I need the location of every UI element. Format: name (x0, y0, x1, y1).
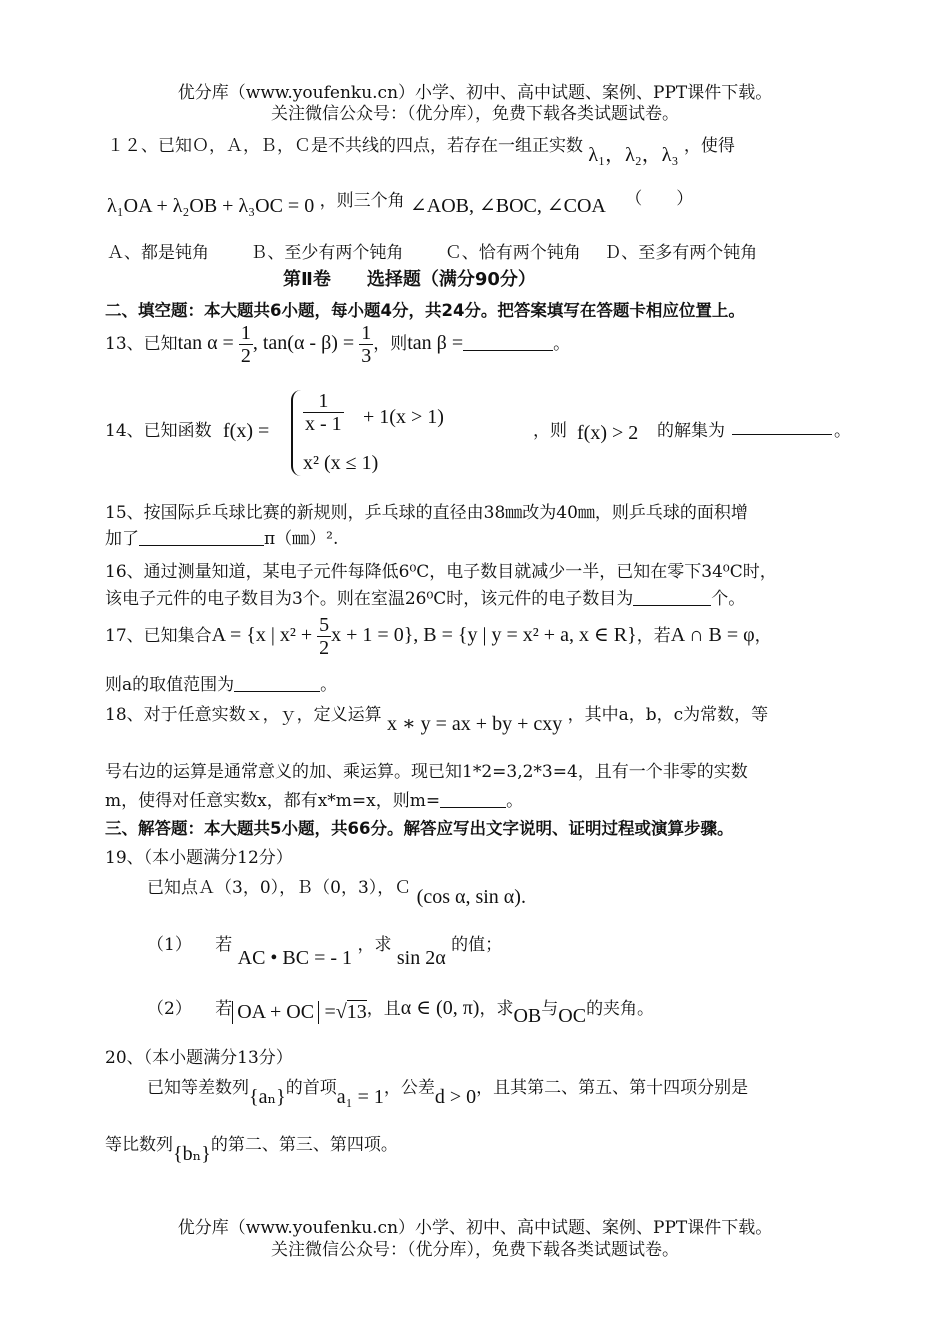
q13-end: 。 (553, 334, 571, 354)
q12-paren: （ ） (625, 189, 694, 209)
q19-p1-b: ，求 (357, 935, 392, 955)
q16-line-2a: 该电子元件的电子数目为3个。则在室温26⁰C时，该元件的电子数目为 (105, 589, 634, 609)
q20-seq-b: {bₙ} (173, 1143, 211, 1165)
q20-line-2b: 的第二、第三、第四项。 (210, 1135, 398, 1155)
q12-option-a: Ａ、都是钝角 (107, 243, 209, 263)
q19-p2-sqrt: 13 (346, 1001, 367, 1023)
q19-p1-eq: AC • BC = - 1 (237, 947, 353, 969)
q19-part-1 (147, 930, 503, 969)
q14-fx: f(x) = (223, 420, 270, 442)
q17-f-num: 5 (319, 614, 330, 636)
section-2-title: 第Ⅱ卷 选择题（满分90分） (283, 269, 536, 290)
q14-answer-blank (732, 418, 832, 435)
q16-answer-blank (633, 589, 711, 606)
q16-line-2b: 个。 (711, 589, 746, 609)
q19-p1-expr: sin 2α (396, 947, 446, 969)
q12-text-c: ，则三个角 (319, 191, 405, 211)
q15-line-2a: 加了 (105, 529, 139, 549)
q14-case2: x² (x ≤ 1) (303, 452, 379, 474)
q19-p2-abs: OA + OC (232, 1001, 319, 1024)
q19-part-2 (147, 994, 655, 1027)
q19-p1-num: （1） (147, 935, 192, 955)
q14-case1-den: x - 1 (305, 413, 342, 435)
q12-options (107, 238, 757, 263)
q20-seq-a: {aₙ} (249, 1086, 286, 1108)
q19-label: 19、（本小题满分12分） (105, 848, 293, 868)
q19-p1-c: 的值； (451, 935, 503, 955)
q19-p2-a: 若 (215, 999, 233, 1019)
q19-p2-ob: OB (513, 1005, 542, 1027)
q18-operation: x ∗ y = ax + by + cxy (387, 713, 563, 735)
q14-brace (291, 390, 303, 476)
q19-p1-a: 若 (215, 935, 233, 955)
q17-line-2b: 。 (320, 675, 338, 695)
q13-f1-den: 2 (240, 345, 251, 367)
q18-text-b: ，其中a，b，c为常数，等 (567, 705, 769, 725)
q20-line-1 (147, 1073, 749, 1108)
q14-end: 。 (834, 421, 851, 441)
q20-a1: a₁ = 1 (336, 1086, 384, 1108)
q13-tan: tan α = (177, 332, 239, 354)
q17-label: 17、已知集合 (105, 626, 212, 646)
q17-answer-blank (234, 675, 320, 692)
q13-fraction-1 (239, 322, 253, 367)
q20-text-b: 的首项 (285, 1078, 337, 1098)
q17-tail: ，若 (636, 626, 671, 646)
q16-line-1: 16、通过测量知道，某电子元件每降低6⁰C，电子数目就减少一半，已知在零下34⁰C时， (105, 562, 777, 582)
q19-p2-e: 的夹角。 (586, 999, 655, 1019)
q12-option-d: Ｄ、至多有两个钝角 (604, 243, 758, 263)
q13-answer-blank (463, 334, 553, 351)
q12-option-b: Ｂ、至少有两个钝角 (250, 243, 404, 263)
q12-equation: λ₁OA + λ₂OB + λ₃OC = 0 (107, 195, 315, 217)
q13-mid: , tan(α - β) = (252, 332, 360, 354)
q12-lambdas: λ₁，λ₂，λ₃ (588, 144, 679, 166)
q20-text-d: ，且其第二、第五、第十四项分别是 (476, 1078, 749, 1098)
q17-set-a2: x + 1 = 0}, B = {y | y = x² + a, x ∈ R} (331, 624, 637, 646)
q19-p2-num: （2） (147, 999, 192, 1019)
q17-set-a1: A = {x | x² + (211, 624, 318, 646)
q18-text-a: 18、对于任意实数ｘ，ｙ，定义运算 (105, 705, 382, 725)
header-line-1: 优分库（www.youfenku.cn）小学、初中、高中试题、案例、PPT课件下载。 (177, 83, 773, 103)
q14-ask: 的解集为 (657, 421, 725, 441)
q14-label: 14、已知函数 (105, 421, 212, 441)
q12-line-2 (107, 189, 694, 218)
q20-text-a: 已知等差数列 (147, 1078, 249, 1098)
q18-line-3a: m，使得对任意实数x，都有x*m=x，则m= (105, 791, 441, 811)
q19-p2-range: α ∈ (0, π) (400, 997, 480, 1019)
header-line-2: 关注微信公众号：（优分库），免费下载各类试题试卷。 (271, 104, 679, 124)
q20-label: 20、（本小题满分13分） (105, 1048, 293, 1068)
q19-p2-eq: = (324, 1001, 336, 1023)
q15-answer-blank (139, 529, 264, 546)
q17-f-den: 2 (319, 637, 330, 659)
q18-line-1 (105, 700, 769, 735)
q12-line-1 (107, 128, 735, 166)
q17-line-2a: 则a的取值范围为 (105, 675, 235, 695)
sqrt-icon: √ (335, 1001, 347, 1023)
q13-f2-den: 3 (361, 345, 372, 367)
q12-angles: ∠AOB, ∠BOC, ∠COA (410, 195, 606, 217)
q16-line-2 (105, 584, 745, 609)
q14-case1-num: 1 (303, 390, 344, 413)
q13-f2-num: 1 (361, 322, 372, 344)
q17-fraction (317, 614, 331, 659)
q18-answer-blank (440, 791, 506, 808)
q19-p2-d: 与 (541, 999, 559, 1019)
q15-line-2 (105, 524, 338, 549)
q20-d: d > 0 (434, 1086, 477, 1108)
q18-line-3 (105, 786, 523, 811)
q20-line-2a: 等比数列 (105, 1135, 173, 1155)
footer-line-1: 优分库（www.youfenku.cn）小学、初中、高中试题、案例、PPT课件下载。 (177, 1218, 773, 1238)
q19-point-c: (cos α, sin α). (416, 886, 526, 908)
q17-tail2: ， (754, 626, 772, 646)
q13-fraction-2 (359, 322, 373, 367)
q19-given (147, 873, 526, 908)
q13-f1-num: 1 (240, 322, 251, 344)
q14-case1-tail: + 1(x > 1) (363, 406, 444, 428)
section-3-instructions: 三、解答题：本大题共5小题，共66分。解答应写出文字说明、证明过程或演算步骤。 (105, 819, 734, 838)
q14-case1-fraction (303, 390, 344, 435)
q13-tail: ，则 (373, 334, 408, 354)
footer-line-2: 关注微信公众号：（优分库），免费下载各类试题试卷。 (271, 1240, 679, 1260)
q18-line-3b: 。 (506, 791, 524, 811)
q17-line-1 (105, 614, 772, 659)
q12-text-a: １２、已知Ｏ，Ａ，Ｂ，Ｃ是不共线的四点，若存在一组正实数 (107, 136, 583, 156)
q19-p2-b: ，且 (366, 999, 401, 1019)
q20-text-c: ，公差 (383, 1078, 435, 1098)
q18-line-2: 号右边的运算是通常意义的加、乘运算。现已知1*2=3,2*3=4，且有一个非零的实数 (105, 762, 748, 782)
q13-ask: tan β = (407, 332, 464, 354)
q20-line-2 (105, 1130, 398, 1165)
q13 (105, 322, 570, 367)
q13-label: 13、已知 (105, 334, 178, 354)
q12-text-b: ，使得 (683, 136, 735, 156)
q15-line-2b: π（㎜）². (264, 529, 339, 549)
q15-line-1: 15、按国际乒乓球比赛的新规则，乒乓球的直径由38㎜改为40㎜，则乒乓球的面积增 (105, 503, 748, 523)
q17-line-2 (105, 670, 337, 695)
q14-condition: f(x) > 2 (577, 422, 639, 444)
q19-p2-c: ，求 (479, 999, 514, 1019)
q19-p2-oc: OC (558, 1005, 587, 1027)
q19-given-a: 已知点Ａ（3，0），Ｂ（0，3），Ｃ (147, 878, 412, 898)
q12-option-c: Ｃ、恰有两个钝角 (444, 243, 581, 263)
q14-tail: ，则 (533, 421, 567, 441)
section-2-instructions: 二、填空题：本大题共6小题，每小题4分，共24分。把答案填写在答题卡相应位置上。 (105, 301, 745, 320)
q17-condition: A ∩ B = φ (670, 624, 755, 646)
